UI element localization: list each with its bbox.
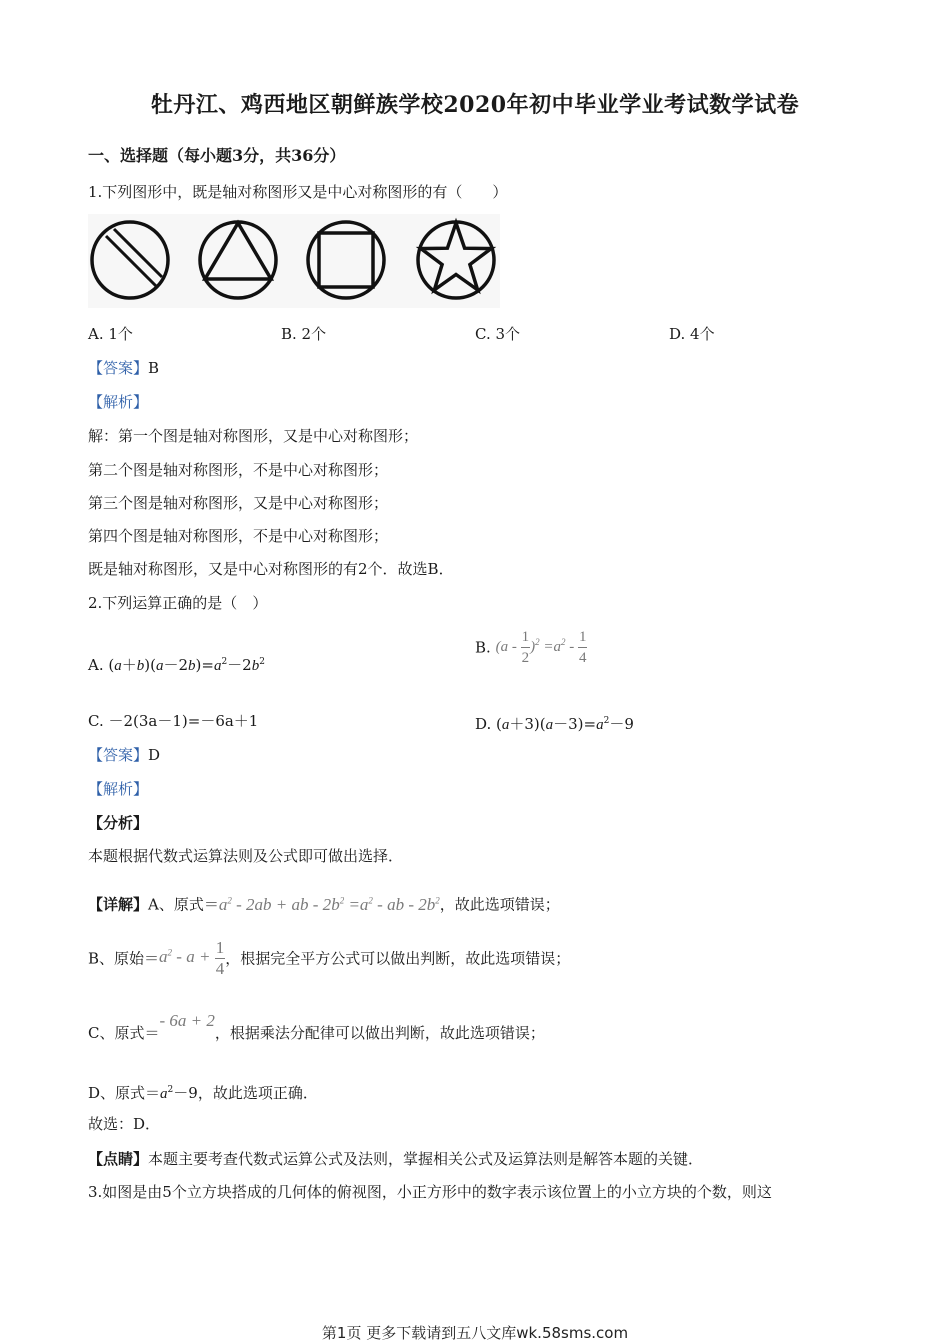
q1-analysis-line: 解：第一个图是轴对称图形，又是中心对称图形； xyxy=(88,427,419,445)
page-footer: 第1页 更多下载请到五八文库wk.58sms.com xyxy=(321,1324,629,1342)
formula-image: $a^2$ - a + $\frac{1}{4}$ xyxy=(159,938,225,978)
question-3-stem: 3.如图是由5个立方块搭成的几何体的俯视图，小正方形中的数字表示该位置上的小立方块的个数，则这 xyxy=(88,1183,772,1201)
formula-image: (a - $\frac{1}{2}$ )$^2 =a^2$ - $\frac{1}{4}$ xyxy=(495,629,587,666)
q1-analysis-line: 第三个图是轴对称图形，又是中心对称图形； xyxy=(88,494,389,512)
q2-conclusion: 故选：D． xyxy=(88,1115,161,1133)
q2-option-c: C. －2(3a－1)=－6a＋1 xyxy=(88,712,259,730)
q2-detail-a: 【详解】A、原式$=a^2 - 2ab$ + ab - $2b^2 =a^2$ - ab - $2b^2$，故此选项错误； xyxy=(88,894,560,914)
q2-option-a: A. $(a+b)(a-2b)=a^2-2b^2$ xyxy=(88,656,265,674)
q2-answer xyxy=(88,744,160,766)
formula-image: - 6a + 2 xyxy=(159,1011,215,1030)
q2-detail-b: B、原始$=a^2 - a$ + $\frac{1}{4}$ ，根据完全平方公式可以做出判断，故此选项错误； xyxy=(88,938,571,978)
q2-option-d: D. $(a+3)(a-3)=a^2-9$ xyxy=(475,715,634,733)
answer-value: D xyxy=(148,746,161,764)
q1-option-b: B. 2个 xyxy=(281,325,327,343)
question-1-figures xyxy=(88,214,500,308)
q1-option-a: A. 1个 xyxy=(88,325,133,343)
q2-fenxi-text: 本题根据代数式运算法则及公式即可做出选择． xyxy=(88,847,404,865)
q1-option-c: C. 3个 xyxy=(475,325,521,343)
page-title: 牡丹江、鸡西地区朝鲜族学校2020年初中毕业学业考试数学试卷 xyxy=(150,92,800,118)
q1-analysis-line: 第二个图是轴对称图形，不是中心对称图形； xyxy=(88,461,389,479)
q2-analysis-tag: 【解析】 xyxy=(88,780,149,798)
answer-tag: 【答案】 xyxy=(88,359,149,377)
q2-detail-c: C、原式＝- 6a + 2，根据乘法分配律可以做出判断，故此选项错误； xyxy=(88,1011,545,1042)
answer-value: B xyxy=(148,359,160,377)
question-1-stem: 1.下列图形中，既是轴对称图形又是中心对称图形的有（ ） xyxy=(88,183,508,201)
q2-option-b: B. (a - $\frac{1}{2}$ )$^2 =a^2$ - $\frac{1}{4}$ xyxy=(475,629,587,666)
q1-analysis-line: 第四个图是轴对称图形，不是中心对称图形； xyxy=(88,527,389,545)
q2-dianjing: 【点睛】本题主要考查代数式运算公式及法则，掌握相关公式及运算法则是解答本题的关键． xyxy=(88,1150,704,1168)
q1-answer xyxy=(88,357,159,379)
question-2-stem: 2.下列运算正确的是（ ） xyxy=(88,594,268,612)
answer-tag: 【答案】 xyxy=(88,746,149,764)
q1-option-d: D. 4个 xyxy=(669,325,715,343)
q1-analysis-tag: 【解析】 xyxy=(88,393,149,411)
section-heading: 一、选择题（每小题3分，共36分） xyxy=(88,146,346,165)
q2-detail-d: D、原式$=a^2-9$，故此选项正确． xyxy=(88,1084,318,1102)
formula-image: $a^2 - 2ab$ + ab - $2b^2 =a^2$ - ab - $2b^2$ xyxy=(218,894,440,914)
q2-fenxi-tag: 【分析】 xyxy=(88,814,149,832)
q1-analysis-line: 既是轴对称图形，又是中心对称图形的有2个．故选B． xyxy=(88,560,454,578)
